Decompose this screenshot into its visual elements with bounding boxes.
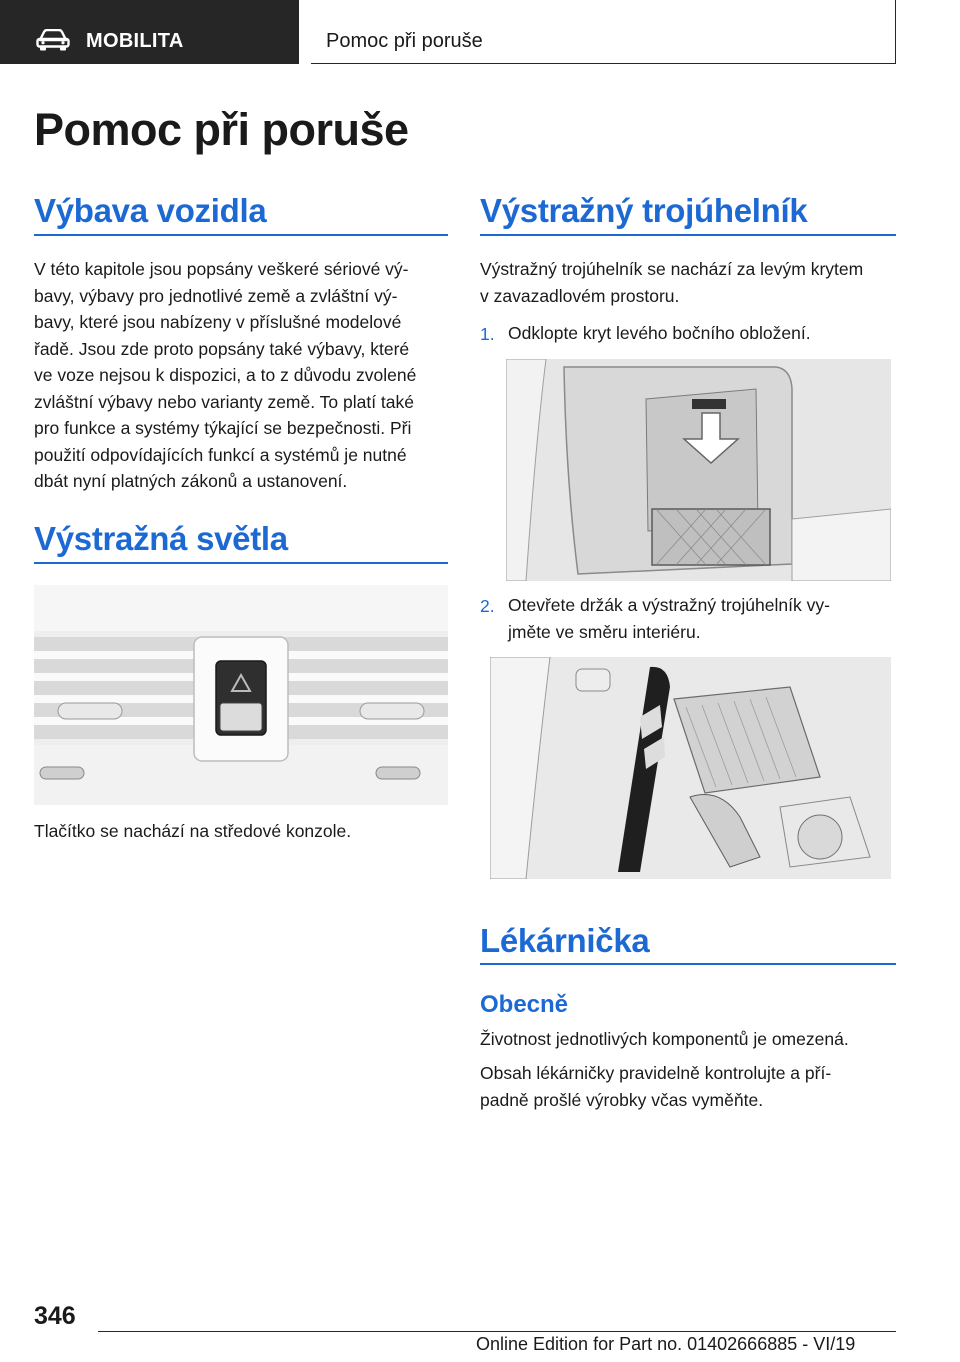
text-line: bavy, které jsou nabízeny v příslušné modelové	[34, 312, 402, 332]
text-line: Tlačítko se nachází na středové konzole.	[34, 821, 352, 841]
heading-vystrazna-svetla: Výstražná světla	[34, 520, 288, 557]
text-line: padně prošlé výrobky včas vyměňte.	[480, 1089, 764, 1110]
figure-side-cover	[506, 359, 891, 581]
text-line: Otevřete držák a výstražný trojúhelník vy‐	[508, 595, 830, 615]
header-chapter-tab	[311, 0, 896, 64]
text-line: řadě. Jsou zde proto popsány také výbavy, které	[34, 338, 410, 359]
step-text	[508, 320, 811, 347]
paragraph-trojuhelnik	[480, 256, 863, 309]
page-title: Pomoc při poruše	[34, 104, 409, 155]
section-label: MOBILITA	[86, 30, 184, 52]
text-line: V této kapitole jsou popsány veškeré sériové vý‐	[34, 259, 409, 279]
page-number: 346	[34, 1302, 76, 1330]
paragraph-lekarnicka-1	[480, 1026, 849, 1053]
caption-hazard	[34, 818, 351, 845]
step-number: 2.	[480, 596, 495, 616]
paragraph-vybava	[34, 256, 416, 495]
text-line: ve voze nejsou k dispozici, a to z důvodu zvolené	[34, 365, 417, 385]
footer-rule	[98, 1331, 896, 1332]
text-line: použití odpovídajících funkcí a systémů je nutné	[34, 444, 407, 465]
text-line: v zavazadlovém prostoru.	[480, 285, 680, 306]
heading-rule	[480, 234, 896, 236]
heading-lekarnicka: Lékárnička	[480, 922, 650, 959]
figure-hazard-button	[34, 585, 448, 805]
text-line: Životnost jednotlivých komponentů je omezená.	[480, 1029, 849, 1049]
paragraph-lekarnicka-2	[480, 1060, 831, 1113]
subheading-obecne: Obecně	[480, 991, 569, 1018]
text-line: jměte ve směru interiéru.	[508, 621, 701, 642]
text-line: bavy, výbavy pro jednotlivé země a zvláštní vý‐	[34, 285, 398, 306]
footer-edition: Online Edition for Part no. 01402666885 - VI/19	[476, 1334, 856, 1354]
header-section-tab	[0, 0, 299, 64]
text-line: Výstražný trojúhelník se nachází za levým krytem	[480, 259, 864, 279]
text-line: zvláštní výbavy nebo varianty země. To platí také	[34, 391, 415, 412]
heading-vybava-vozidla: Výbava vozidla	[34, 192, 267, 229]
text-line: pro funkce a systémy týkající se bezpečnosti. Při	[34, 418, 412, 438]
heading-rule	[34, 562, 448, 564]
heading-rule	[34, 234, 448, 236]
heading-vystrazny-trojuhelnik: Výstražný trojúhelník	[480, 192, 808, 229]
chapter-label: Pomoc při poruše	[326, 30, 483, 52]
step-number: 1.	[480, 324, 495, 344]
step-text	[508, 592, 830, 645]
figure-triangle-holder	[490, 657, 891, 879]
car-icon	[36, 29, 70, 51]
text-line: Obsah lékárničky pravidelně kontrolujte a pří‐	[480, 1063, 832, 1083]
heading-rule	[480, 963, 896, 965]
text-line: dbát nyní platných zákonů a ustanovení.	[34, 471, 348, 491]
text-line: Odklopte kryt levého bočního obložení.	[508, 323, 811, 343]
